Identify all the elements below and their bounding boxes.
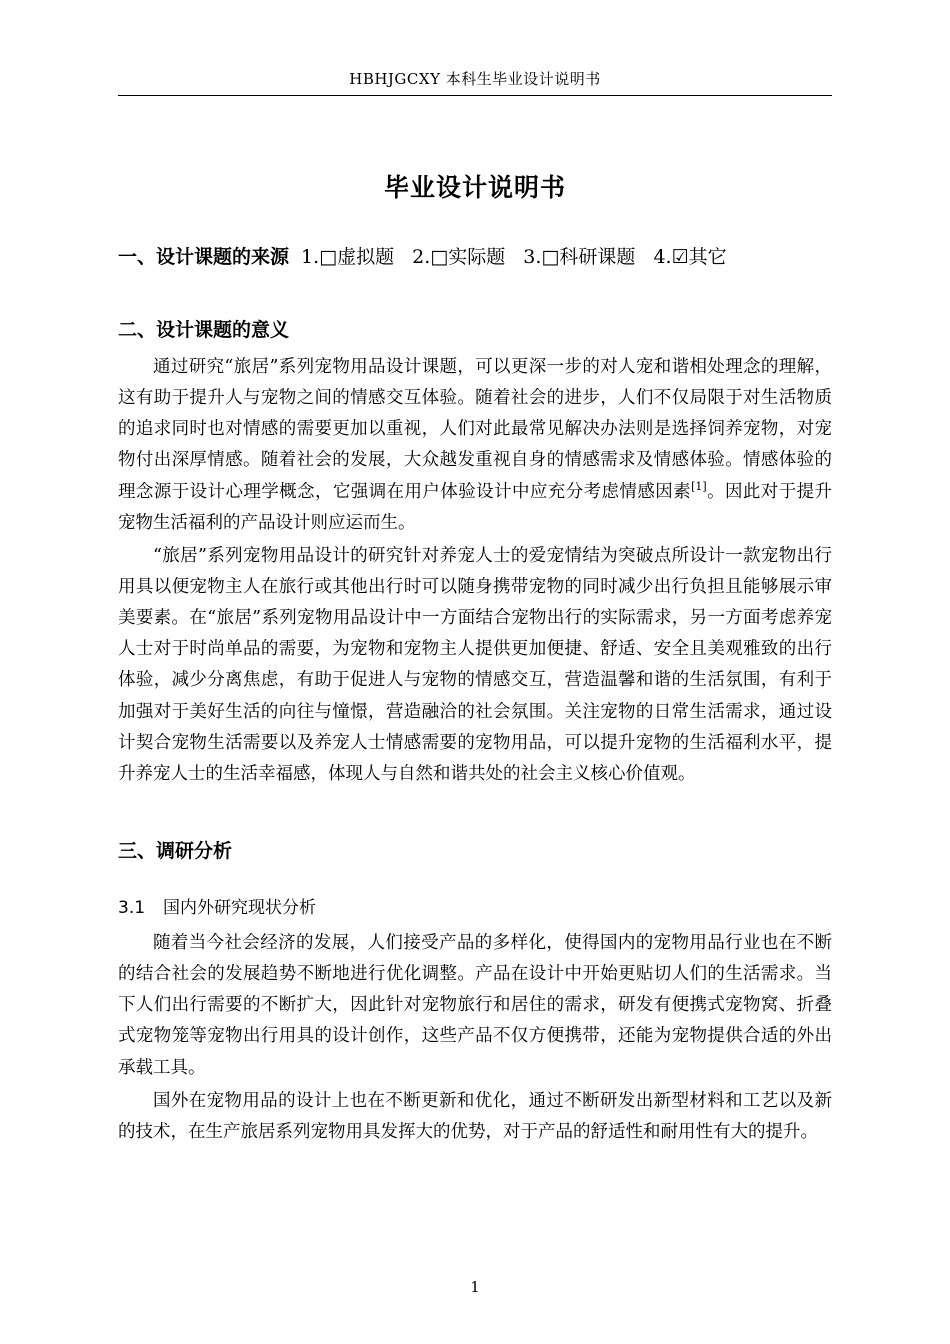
section-heading-meaning: 二、设计课题的意义 [118, 319, 290, 341]
paragraph-meaning-2: “旅居”系列宠物用品设计的研究针对养宠人士的爱宠情结为突破点所设计一款宠物出行用具以便宠物主人在旅行或其他出行时可以随身携带宠物的同时减少出行负担且能够展示审美要素。在“旅居”系列宠物用品设计中一方面结合宠物出行的实际需求，另一方面考虑养宠人士对于时尚单品的需要，为宠物和宠物主人提供更加便捷、舒适、安全且美观雅致的出行体验，减少分离焦虑，有助于促进人与宠物的情感交互，营造温馨和谐的生活氛围，有利于加强对于美好生活的向往与憧憬，营造融洽的社会氛围。关注宠物的日常生活需求，通过设计契合宠物生活需要以及养宠人士情感需要的宠物用品，可以提升宠物的生活福利水平，提升养宠人士的生活幸福感，体现人与自然和谐共处的社会主义核心价值观。 [118, 545, 832, 784]
running-header: HBHJGCXY 本科生毕业设计说明书 [349, 70, 601, 88]
paragraph-research-1: 随着当今社会经济的发展，人们接受产品的多样化，使得国内的宠物用品行业也在不断的结合社会的发展趋势不断地进行优化调整。产品在设计中开始更贴切人们的生活需求。当下人们出行需要的不断扩大，因此针对宠物旅行和居住的需求，研发有便携式宠物窝、折叠式宠物笼等宠物出行用具的设计创作，这些产品不仅方便携带，还能为宠物提供合适的外出承载工具。 [118, 932, 832, 1078]
source-option-practical[interactable]: 2.□实际题 [412, 246, 506, 268]
source-option-other[interactable]: 4.☑其它 [653, 246, 727, 268]
header-divider [118, 95, 832, 96]
page-content [118, 150, 832, 1150]
subsection-number: 3.1 [118, 897, 146, 918]
footnote-marker: [1] [691, 479, 707, 493]
page-title: 毕业设计说明书 [383, 173, 566, 202]
paragraph-research-2: 国外在宠物用品的设计上也在不断更新和优化，通过不断研发出新型材料和工艺以及新的技术，在生产旅居系列宠物用具发挥大的优势，对于产品的舒适性和耐用性有大的提升。 [118, 1090, 832, 1142]
section-heading-research: 三、调研分析 [118, 839, 233, 862]
subsection-heading-3-1 [118, 893, 832, 918]
source-option-list [301, 242, 739, 269]
source-option-research[interactable]: 3.□科研课题 [523, 246, 636, 268]
section-heading-source-text: 一、设计课题的来源 [118, 246, 290, 268]
paragraph-meaning-1-text: 通过研究“旅居”系列宠物用品设计课题，可以更深一步的对人宠和谐相处理念的理解，这有助于提升人与宠物之间的情感交互体验。随着社会的进步，人们不仅局限于对生活物质的追求同时也对情感的需要更加以重视，人们对此最常见解决办法则是选择饲养宠物，对宠物付出深厚情感。随着社会的发展，大众越发重视自身的情感需求及情感体验。情感体验的理念源于设计心理学概念，它强调在用户体验设计中应充分考虑情感因素 [118, 357, 832, 502]
source-option-virtual[interactable]: 1.□虚拟题 [301, 246, 395, 268]
subsection-title: 国内外研究现状分析 [163, 897, 317, 918]
paragraph-meaning-1 [118, 352, 832, 539]
section-heading-source [118, 242, 832, 269]
page-number: 1 [470, 1278, 480, 1296]
paragraph-meaning-1-tail: 。因此对于提升宠物生活福利的产品设计则应运而生。 [118, 481, 833, 533]
